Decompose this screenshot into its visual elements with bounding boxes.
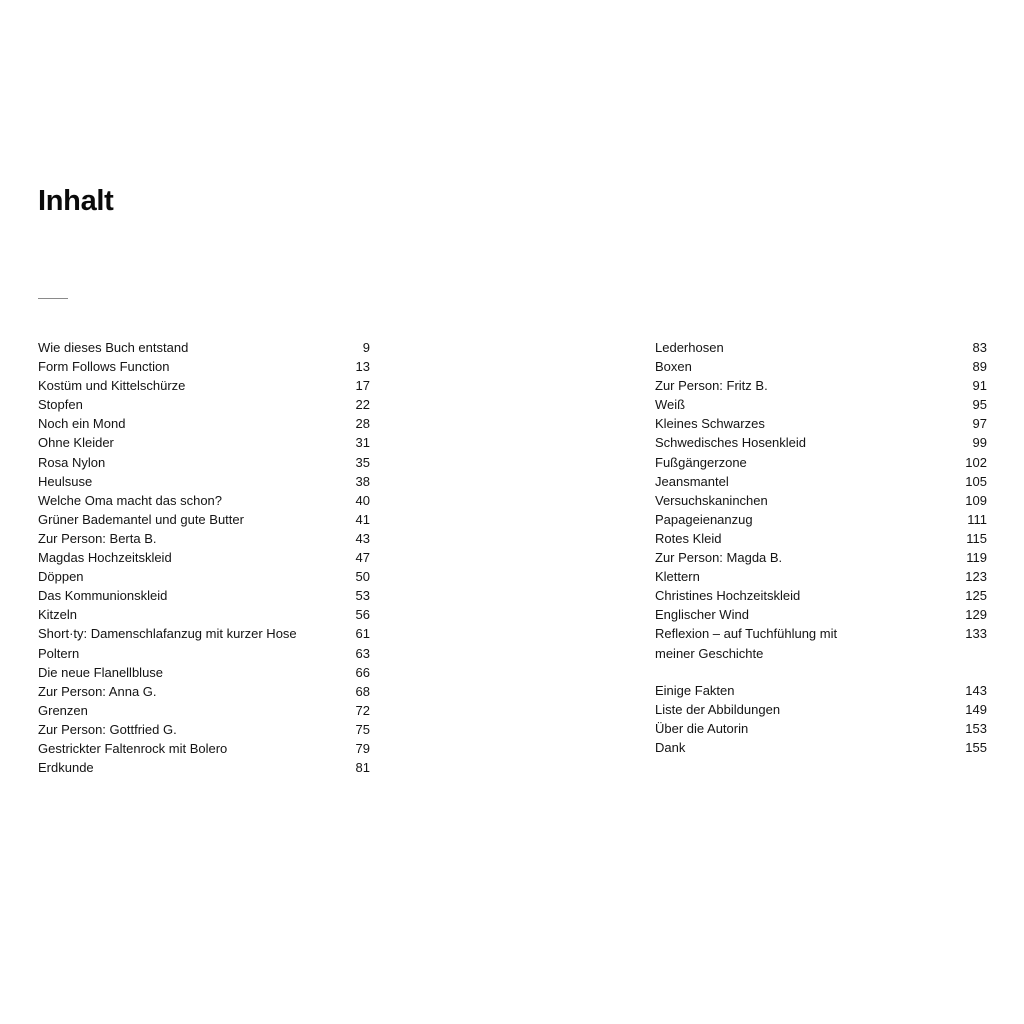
toc-entry-title: Liste der Abbildungen — [655, 701, 781, 717]
toc-entry-page: 72 — [355, 702, 370, 718]
toc-entry — [655, 681, 987, 700]
toc-entry-title: Noch ein Mond — [38, 416, 126, 432]
toc-entry-title: Fußgängerzone — [655, 454, 747, 470]
toc-entry-title: Zur Person: Magda B. — [655, 550, 783, 566]
toc-entry — [38, 529, 370, 548]
toc-entry — [655, 586, 987, 605]
toc-entry-page: 123 — [965, 569, 987, 585]
toc-entry — [655, 548, 987, 567]
toc-entry — [38, 605, 370, 624]
toc-entry-title: Döppen — [38, 569, 84, 585]
toc-entry-page: 13 — [355, 359, 370, 375]
toc-entry-title: Klettern — [655, 569, 700, 585]
toc-entry-page: 97 — [972, 416, 987, 432]
toc-entry-page: 63 — [355, 645, 370, 661]
toc-entry-page: 133 — [965, 626, 987, 642]
toc-entry — [655, 700, 987, 719]
toc-entry — [655, 376, 987, 395]
toc-entry-title: Stopfen — [38, 397, 83, 413]
toc-entry — [38, 663, 370, 682]
toc-entry-page: 41 — [355, 511, 370, 527]
toc-entry — [655, 567, 987, 586]
toc-entry-title: Zur Person: Anna G. — [38, 683, 157, 699]
toc-entry-page: 105 — [965, 473, 987, 489]
toc-entry — [38, 376, 370, 395]
toc-entry-page: 129 — [965, 607, 987, 623]
toc-entry-title: Poltern — [38, 645, 80, 661]
toc-entry-page: 50 — [355, 569, 370, 585]
toc-entry — [38, 395, 370, 414]
toc-entry-title: Lederhosen — [655, 340, 724, 355]
toc-entry-title: Weiß — [655, 397, 686, 413]
toc-entry-page: 143 — [965, 682, 987, 698]
toc-entry — [38, 739, 370, 758]
toc-entry — [655, 472, 987, 491]
toc-entry — [38, 701, 370, 720]
toc-entry — [38, 453, 370, 472]
toc-entry — [655, 510, 987, 529]
toc-entry-title: Kitzeln — [38, 607, 78, 623]
toc-entry-page: 35 — [355, 454, 370, 470]
toc-entry-page: 91 — [972, 378, 987, 394]
toc-entry-page: 53 — [355, 588, 370, 604]
toc-entry-page: 22 — [355, 397, 370, 413]
toc-entry-page: 56 — [355, 607, 370, 623]
toc-entry-page: 99 — [972, 435, 987, 451]
toc-entry-page: 61 — [355, 626, 370, 642]
toc-entry-page: 9 — [362, 340, 370, 355]
toc-entry — [655, 491, 987, 510]
toc-entry — [38, 644, 370, 663]
toc-entry — [38, 433, 370, 452]
toc-entry-title: Welche Oma macht das schon? — [38, 492, 223, 508]
toc-entry-title: Form Follows Function — [38, 359, 170, 375]
toc-entry-page: 149 — [965, 701, 987, 717]
toc-entry-page: 66 — [355, 664, 370, 680]
toc-entry-title: Gestrickter Faltenrock mit Bolero — [38, 740, 228, 756]
page-title: Inhalt — [38, 185, 114, 217]
toc-entry-title: Boxen — [655, 359, 692, 375]
toc-entry-title: Jeansmantel — [655, 473, 729, 489]
toc-entry-page: 43 — [355, 530, 370, 546]
toc-entry-title: Schwedisches Hosenkleid — [655, 435, 807, 451]
toc-entry-page: 102 — [965, 454, 987, 470]
toc-entry — [38, 758, 370, 777]
toc-entry-title: Reflexion – auf Tuchfühlung mit meiner Geschichte — [655, 626, 838, 661]
toc-entry — [38, 510, 370, 529]
toc-entry — [655, 605, 987, 624]
toc-entry — [38, 682, 370, 701]
toc-entry-page: 125 — [965, 588, 987, 604]
toc-entry-page: 155 — [965, 739, 987, 755]
toc-entry-page: 75 — [355, 721, 370, 737]
toc-entry-page: 81 — [355, 760, 370, 776]
toc-entry-title: Dank — [655, 739, 686, 755]
toc-entry — [655, 357, 987, 376]
toc-entry — [38, 586, 370, 605]
toc-entry-title: Über die Autorin — [655, 720, 749, 736]
toc-entry-page: 28 — [355, 416, 370, 432]
toc-entry — [38, 472, 370, 491]
toc-entry-title: Grüner Bademantel und gute Butter — [38, 511, 244, 527]
toc-entry — [655, 338, 987, 357]
toc-entry — [655, 738, 987, 757]
toc-entry-title: Short·ty: Damenschlafanzug mit kurzer Hose — [38, 626, 297, 642]
toc-entry-title: Kleines Schwarzes — [655, 416, 765, 432]
toc-entry-page: 95 — [972, 397, 987, 413]
toc-column-left — [38, 338, 370, 777]
toc-entry-page: 38 — [355, 473, 370, 489]
toc-entry-title: Zur Person: Berta B. — [38, 530, 157, 546]
toc-entry — [38, 624, 370, 643]
toc-entry-page: 83 — [972, 340, 987, 355]
toc-entry-title: Die neue Flanellbluse — [38, 664, 164, 680]
toc-entry-title: Erdkunde — [38, 760, 94, 776]
toc-entry — [38, 567, 370, 586]
toc-entry-title: Wie dieses Buch entstand — [38, 340, 189, 355]
toc-entry — [655, 453, 987, 472]
toc-entry-page: 68 — [355, 683, 370, 699]
toc-entry-page: 79 — [355, 740, 370, 756]
toc-entry-page: 111 — [967, 511, 987, 527]
toc-entry — [655, 529, 987, 548]
toc-entry-page: 89 — [972, 359, 987, 375]
toc-entry-page: 17 — [355, 378, 370, 394]
toc-entry — [38, 491, 370, 510]
toc-column-right — [655, 338, 987, 757]
toc-entry-title: Versuchskaninchen — [655, 492, 768, 508]
toc-entry-title: Grenzen — [38, 702, 88, 718]
toc-entry-title: Englischer Wind — [655, 607, 749, 623]
toc-entry — [655, 624, 987, 662]
toc-entry-page: 40 — [355, 492, 370, 508]
toc-entry-title: Christines Hochzeitskleid — [655, 588, 801, 604]
toc-entry-page: 153 — [965, 720, 987, 736]
title-divider — [38, 298, 68, 299]
toc-entry-title: Magdas Hochzeitskleid — [38, 550, 172, 566]
toc-entry-title: Einige Fakten — [655, 682, 735, 698]
toc-entry-title: Rotes Kleid — [655, 530, 722, 546]
toc-entry-title: Zur Person: Gottfried G. — [38, 721, 177, 737]
toc-entry — [38, 548, 370, 567]
toc-entry-page: 47 — [355, 550, 370, 566]
toc-entry-title: Rosa Nylon — [38, 454, 106, 470]
toc-entry-page: 31 — [355, 435, 370, 451]
toc-entry-title: Papageienanzug — [655, 511, 753, 527]
toc-entry-page: 109 — [965, 492, 987, 508]
toc-entry — [655, 433, 987, 452]
toc-entry-page: 119 — [966, 550, 987, 566]
toc-entry-title: Ohne Kleider — [38, 435, 114, 451]
toc-entry-page: 115 — [966, 530, 987, 546]
toc-entry — [38, 414, 370, 433]
toc-entry-title: Heulsuse — [38, 473, 93, 489]
toc-entry — [38, 357, 370, 376]
toc-entry-title: Das Kommunionskleid — [38, 588, 168, 604]
toc-entry — [38, 338, 370, 357]
toc-entry-title: Zur Person: Fritz B. — [655, 378, 768, 394]
toc-entry — [655, 414, 987, 433]
toc-entry — [38, 720, 370, 739]
toc-entry — [655, 395, 987, 414]
toc-entry — [655, 719, 987, 738]
toc-entry-title: Kostüm und Kittelschürze — [38, 378, 186, 394]
